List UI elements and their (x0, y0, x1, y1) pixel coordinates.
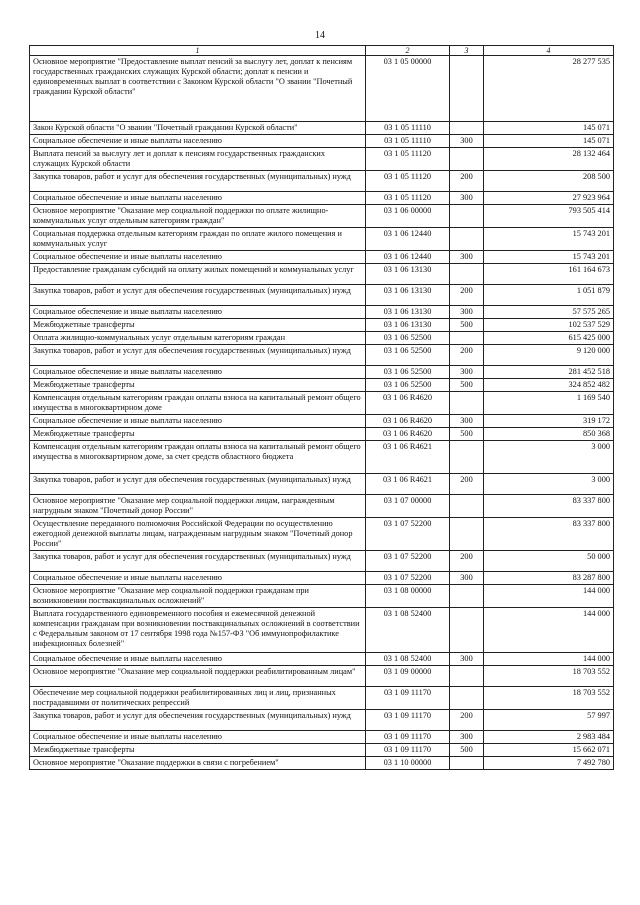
cell-code: 03 1 07 00000 (366, 495, 450, 518)
table-row (30, 518, 614, 551)
cell-expense-type: 500 (450, 379, 484, 392)
cell-amount: 18 703 552 (484, 666, 614, 687)
cell-name: Основное мероприятие "Оказание мер социальной поддержки гражданам при возникновении поствакцинальных осложнений" (30, 585, 366, 608)
table-row (30, 687, 614, 710)
cell-name: Социальное обеспечение и иные выплаты населению (30, 572, 366, 585)
cell-amount: 83 337 800 (484, 495, 614, 518)
cell-code: 03 1 09 11170 (366, 687, 450, 710)
cell-code: 03 1 09 11170 (366, 710, 450, 731)
cell-expense-type (450, 608, 484, 653)
cell-code: 03 1 05 11120 (366, 192, 450, 205)
table-row (30, 122, 614, 135)
cell-code: 03 1 06 13130 (366, 306, 450, 319)
cell-amount: 27 923 964 (484, 192, 614, 205)
cell-expense-type: 300 (450, 251, 484, 264)
table-row (30, 731, 614, 744)
cell-expense-type: 200 (450, 474, 484, 495)
cell-amount: 145 071 (484, 122, 614, 135)
cell-name: Социальное обеспечение и иные выплаты населению (30, 306, 366, 319)
cell-amount: 319 172 (484, 415, 614, 428)
cell-amount: 3 000 (484, 441, 614, 474)
cell-expense-type (450, 122, 484, 135)
budget-table (29, 45, 614, 770)
cell-code: 03 1 06 52500 (366, 366, 450, 379)
cell-name: Межбюджетные трансферты (30, 744, 366, 757)
table-row (30, 379, 614, 392)
cell-expense-type (450, 264, 484, 285)
cell-expense-type (450, 228, 484, 251)
cell-amount: 15 662 071 (484, 744, 614, 757)
cell-expense-type: 300 (450, 366, 484, 379)
cell-expense-type (450, 518, 484, 551)
cell-amount: 57 997 (484, 710, 614, 731)
table-row (30, 495, 614, 518)
cell-name: Закупка товаров, работ и услуг для обеспечения государственных (муниципальных) нужд (30, 171, 366, 192)
cell-name: Основное мероприятие "Предоставление выплат пенсий за выслугу лет, доплат к пенсиям государственных гражданских служащих Курской области; доплат к пенсии и единовременных выплат в соответствии с Законом Курской области "О звании "Почетный гражданин Курской области" (30, 56, 366, 122)
cell-code: 03 1 08 52400 (366, 608, 450, 653)
cell-expense-type: 300 (450, 731, 484, 744)
cell-amount: 28 277 535 (484, 56, 614, 122)
cell-code: 03 1 05 11120 (366, 148, 450, 171)
cell-code: 03 1 05 11110 (366, 122, 450, 135)
cell-amount: 15 743 201 (484, 228, 614, 251)
cell-name: Обеспечение мер социальной поддержки реабилитированных лиц и лиц, признанных пострадавшими от политических репрессий (30, 687, 366, 710)
cell-code: 03 1 07 52200 (366, 551, 450, 572)
table-row (30, 392, 614, 415)
table-row (30, 585, 614, 608)
table-row (30, 345, 614, 366)
cell-code: 03 1 09 11170 (366, 731, 450, 744)
table-row (30, 251, 614, 264)
cell-code: 03 1 07 52200 (366, 518, 450, 551)
cell-amount: 281 452 518 (484, 366, 614, 379)
cell-name: Социальное обеспечение и иные выплаты населению (30, 731, 366, 744)
cell-amount: 57 575 265 (484, 306, 614, 319)
table-row (30, 228, 614, 251)
cell-name: Основное мероприятие "Оказание мер социальной поддержки лицам, награжденным нагрудным знаком "Почетный донор России" (30, 495, 366, 518)
column-header-4: 4 (484, 46, 614, 56)
cell-name: Социальное обеспечение и иные выплаты населению (30, 251, 366, 264)
cell-name: Компенсация отдельным категориям граждан оплаты взноса на капитальный ремонт общего имущества в многоквартирном доме (30, 392, 366, 415)
cell-amount: 1 169 540 (484, 392, 614, 415)
cell-code: 03 1 09 11170 (366, 744, 450, 757)
cell-name: Основное мероприятие "Оказание поддержки в связи с погребением" (30, 757, 366, 770)
cell-amount: 7 492 780 (484, 757, 614, 770)
cell-name: Компенсация отдельным категориям граждан оплаты взноса на капитальный ремонт общего имущества в многоквартирном доме, за счет средств областного бюджета (30, 441, 366, 474)
cell-amount: 850 368 (484, 428, 614, 441)
cell-name: Социальное обеспечение и иные выплаты населению (30, 135, 366, 148)
table-row (30, 666, 614, 687)
cell-expense-type: 300 (450, 192, 484, 205)
table-row (30, 608, 614, 653)
cell-expense-type (450, 585, 484, 608)
cell-amount: 615 425 000 (484, 332, 614, 345)
cell-code: 03 1 10 00000 (366, 757, 450, 770)
cell-amount: 144 000 (484, 608, 614, 653)
cell-name: Осуществление переданного полномочия Российской Федерации по осуществлению ежегодной денежной выплаты лицам, награжденным нагрудным знаком "Почетный донор России" (30, 518, 366, 551)
cell-expense-type: 500 (450, 744, 484, 757)
cell-name: Закон Курской области "О звании "Почетный гражданин Курской области" (30, 122, 366, 135)
table-row (30, 135, 614, 148)
cell-name: Закупка товаров, работ и услуг для обеспечения государственных (муниципальных) нужд (30, 345, 366, 366)
cell-expense-type: 200 (450, 285, 484, 306)
cell-expense-type (450, 495, 484, 518)
cell-name: Социальное обеспечение и иные выплаты населению (30, 366, 366, 379)
table-header-row (30, 46, 614, 56)
cell-name: Закупка товаров, работ и услуг для обеспечения государственных (муниципальных) нужд (30, 285, 366, 306)
cell-name: Социальное обеспечение и иные выплаты населению (30, 415, 366, 428)
cell-code: 03 1 06 R4620 (366, 428, 450, 441)
cell-expense-type: 300 (450, 135, 484, 148)
cell-expense-type (450, 441, 484, 474)
cell-expense-type: 200 (450, 551, 484, 572)
table-row (30, 319, 614, 332)
cell-expense-type: 500 (450, 428, 484, 441)
cell-expense-type: 200 (450, 710, 484, 731)
table-row (30, 366, 614, 379)
column-header-1: 1 (30, 46, 366, 56)
cell-code: 03 1 08 52400 (366, 653, 450, 666)
cell-amount: 50 000 (484, 551, 614, 572)
cell-amount: 145 071 (484, 135, 614, 148)
cell-amount: 102 537 529 (484, 319, 614, 332)
cell-code: 03 1 06 52500 (366, 379, 450, 392)
cell-expense-type: 300 (450, 415, 484, 428)
cell-amount: 208 500 (484, 171, 614, 192)
table-row (30, 551, 614, 572)
cell-expense-type (450, 666, 484, 687)
cell-code: 03 1 05 11110 (366, 135, 450, 148)
table-row (30, 285, 614, 306)
cell-code: 03 1 05 11120 (366, 171, 450, 192)
cell-code: 03 1 08 00000 (366, 585, 450, 608)
cell-expense-type (450, 687, 484, 710)
cell-amount: 144 000 (484, 653, 614, 666)
table-row (30, 415, 614, 428)
cell-name: Межбюджетные трансферты (30, 428, 366, 441)
cell-name: Социальная поддержка отдельным категориям граждан по оплате жилого помещения и коммунальных услуг (30, 228, 366, 251)
cell-expense-type: 300 (450, 306, 484, 319)
cell-code: 03 1 06 13130 (366, 264, 450, 285)
cell-code: 03 1 06 52500 (366, 332, 450, 345)
column-header-2: 2 (366, 46, 450, 56)
cell-name: Выплата государственного единовременного пособия и ежемесячной денежной компенсации гражданам при возникновении поствакцинальных осложнений в соответствии с Федеральным законом от 17 сентября 1998 года №157-ФЗ "Об иммунопрофилактике инфекционных болезней" (30, 608, 366, 653)
cell-name: Социальное обеспечение и иные выплаты населению (30, 653, 366, 666)
cell-code: 03 1 06 00000 (366, 205, 450, 228)
cell-code: 03 1 06 12440 (366, 228, 450, 251)
cell-name: Оплата жилищно-коммунальных услуг отдельным категориям граждан (30, 332, 366, 345)
table-row (30, 205, 614, 228)
cell-amount: 18 703 552 (484, 687, 614, 710)
table-row (30, 653, 614, 666)
cell-code: 03 1 06 R4620 (366, 415, 450, 428)
cell-amount: 2 983 484 (484, 731, 614, 744)
cell-expense-type (450, 757, 484, 770)
cell-code: 03 1 06 52500 (366, 345, 450, 366)
cell-amount: 161 164 673 (484, 264, 614, 285)
cell-amount: 793 505 414 (484, 205, 614, 228)
table-row (30, 56, 614, 122)
cell-name: Выплата пенсий за выслугу лет и доплат к пенсиям государственных гражданских служащих Курской области (30, 148, 366, 171)
cell-code: 03 1 06 13130 (366, 319, 450, 332)
table-row (30, 710, 614, 731)
cell-name: Межбюджетные трансферты (30, 319, 366, 332)
cell-name: Основное мероприятие "Оказание мер социальной поддержки по оплате жилищно-коммунальных услуг отдельным категориям граждан" (30, 205, 366, 228)
table-row (30, 757, 614, 770)
cell-amount: 1 051 879 (484, 285, 614, 306)
cell-name: Закупка товаров, работ и услуг для обеспечения государственных (муниципальных) нужд (30, 710, 366, 731)
cell-name: Предоставление гражданам субсидий на оплату жилых помещений и коммунальных услуг (30, 264, 366, 285)
table-row (30, 572, 614, 585)
cell-code: 03 1 06 R4620 (366, 392, 450, 415)
table-row (30, 148, 614, 171)
cell-name: Закупка товаров, работ и услуг для обеспечения государственных (муниципальных) нужд (30, 474, 366, 495)
cell-code: 03 1 05 00000 (366, 56, 450, 122)
table-row (30, 474, 614, 495)
cell-expense-type (450, 392, 484, 415)
cell-code: 03 1 09 00000 (366, 666, 450, 687)
table-body (30, 56, 614, 770)
column-header-3: 3 (450, 46, 484, 56)
cell-expense-type: 200 (450, 345, 484, 366)
table-row (30, 744, 614, 757)
cell-amount: 3 000 (484, 474, 614, 495)
cell-name: Межбюджетные трансферты (30, 379, 366, 392)
cell-code: 03 1 06 12440 (366, 251, 450, 264)
page-number: 14 (315, 30, 325, 41)
cell-expense-type: 200 (450, 171, 484, 192)
cell-amount: 83 337 800 (484, 518, 614, 551)
cell-expense-type: 500 (450, 319, 484, 332)
table-row (30, 171, 614, 192)
table-row (30, 192, 614, 205)
cell-expense-type (450, 148, 484, 171)
cell-name: Закупка товаров, работ и услуг для обеспечения государственных (муниципальных) нужд (30, 551, 366, 572)
cell-code: 03 1 06 R4621 (366, 441, 450, 474)
cell-expense-type: 300 (450, 653, 484, 666)
cell-amount: 324 852 482 (484, 379, 614, 392)
cell-code: 03 1 06 13130 (366, 285, 450, 306)
cell-amount: 9 120 000 (484, 345, 614, 366)
cell-expense-type: 300 (450, 572, 484, 585)
cell-code: 03 1 06 R4621 (366, 474, 450, 495)
cell-amount: 144 000 (484, 585, 614, 608)
table-row (30, 441, 614, 474)
table-row (30, 306, 614, 319)
table-row (30, 264, 614, 285)
cell-name: Социальное обеспечение и иные выплаты населению (30, 192, 366, 205)
table-row (30, 428, 614, 441)
cell-expense-type (450, 205, 484, 228)
cell-amount: 15 743 201 (484, 251, 614, 264)
cell-amount: 28 132 464 (484, 148, 614, 171)
cell-expense-type (450, 332, 484, 345)
table-row (30, 332, 614, 345)
cell-amount: 83 287 800 (484, 572, 614, 585)
cell-expense-type (450, 56, 484, 122)
cell-code: 03 1 07 52200 (366, 572, 450, 585)
cell-name: Основное мероприятие "Оказание мер социальной поддержки реабилитированным лицам" (30, 666, 366, 687)
